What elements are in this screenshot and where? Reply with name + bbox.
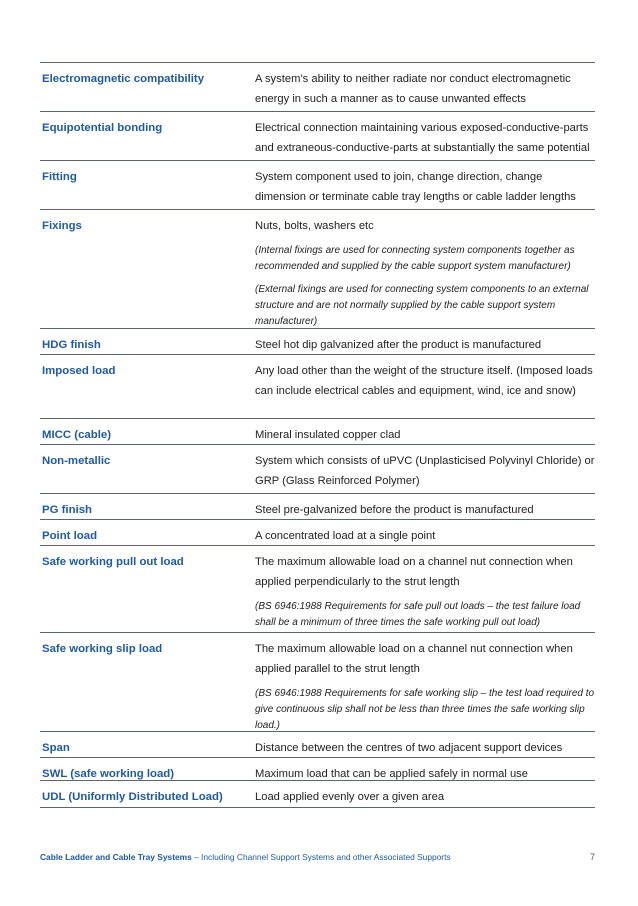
glossary-row (40, 161, 595, 209)
glossary-definition: Maximum load that can be applied safely in normal use (255, 768, 528, 780)
glossary-definition-cell (255, 451, 595, 491)
glossary-row (40, 633, 595, 731)
glossary-term: HDG finish (42, 339, 101, 351)
glossary-row (40, 494, 595, 519)
glossary-row (40, 758, 595, 780)
glossary-term: Fitting (42, 171, 77, 183)
glossary-term: PG finish (42, 504, 92, 516)
glossary-definition: System component used to join, change direction, change dimension or terminate cable tray lengths or cable ladder lengths (255, 171, 576, 203)
glossary-term: Non-metallic (42, 455, 111, 467)
glossary-definition: A system’s ability to neither radiate nor conduct electromagnetic energy in such a manner as to cause unwanted effects (255, 73, 571, 105)
glossary-term: Safe working slip load (42, 643, 163, 655)
glossary-definition-cell (255, 425, 595, 445)
glossary-definition: System which consists of uPVC (Unplasticised Polyvinyl Chloride) or GRP (Glass Reinforced Polymer) (255, 455, 595, 487)
glossary-definition-cell (255, 69, 595, 109)
glossary-definition: A concentrated load at a single point (255, 530, 436, 542)
glossary-row (40, 329, 595, 354)
glossary-row (40, 732, 595, 757)
page-footer (40, 852, 595, 862)
glossary-definition-cell (255, 167, 595, 207)
glossary-row (40, 63, 595, 111)
glossary-term: Equipotential bonding (42, 122, 163, 134)
glossary-note: (BS 6946:1988 Requirements for safe working slip – the test load required to give continuous slip shall not be less than three times the safe working slip load.) (255, 688, 595, 731)
glossary-definition: Nuts, bolts, washers etc (255, 220, 374, 232)
glossary-definition-cell (255, 118, 595, 158)
glossary-definition-cell (255, 787, 595, 807)
glossary-row (40, 445, 595, 493)
glossary-definition: Distance between the centres of two adjacent support devices (255, 742, 563, 754)
glossary-term: Span (42, 742, 70, 754)
glossary-term: Electromagnetic compatibility (42, 73, 205, 85)
glossary-term: Fixings (42, 220, 82, 232)
glossary-definition-cell (255, 216, 595, 330)
glossary-definition-cell (255, 552, 595, 631)
glossary-term: Point load (42, 530, 98, 542)
glossary-term: MICC (cable) (42, 429, 111, 441)
glossary-definition: Mineral insulated copper clad (255, 429, 401, 441)
glossary-row (40, 546, 595, 632)
glossary-row (40, 419, 595, 444)
glossary-row (40, 112, 595, 160)
glossary-definition: Steel hot dip galvanized after the product is manufactured (255, 339, 542, 351)
glossary-table (40, 62, 595, 808)
glossary-definition: The maximum allowable load on a channel nut connection when applied perpendicularly to the strut length (255, 556, 573, 588)
glossary-definition-cell (255, 500, 595, 520)
glossary-definition: Any load other than the weight of the structure itself. (Imposed loads can include electrical cables and equipment, wind, ice and snow) (255, 365, 593, 397)
glossary-note: (BS 6946:1988 Requirements for safe pull out loads – the test failure load shall be a minimum of three times the safe working pull out load) (255, 601, 581, 628)
glossary-definition-cell (255, 738, 595, 758)
footer-title: Cable Ladder and Cable Tray Systems (40, 852, 192, 862)
page-number: 7 (589, 852, 595, 862)
glossary-definition: Steel pre-galvanized before the product is manufactured (255, 504, 534, 516)
glossary-definition-cell (255, 639, 595, 734)
row-divider (40, 807, 595, 808)
glossary-term: SWL (safe working load) (42, 768, 175, 780)
glossary-definition: The maximum allowable load on a channel nut connection when applied parallel to the strut length (255, 643, 573, 675)
glossary-row (40, 520, 595, 545)
glossary-term: Imposed load (42, 365, 116, 377)
glossary-definition-cell (255, 526, 595, 546)
footer-subtitle: – Including Channel Support Systems and other Associated Supports (191, 852, 451, 862)
glossary-row (40, 781, 595, 807)
glossary-term: UDL (Uniformly Distributed Load) (42, 791, 223, 803)
glossary-row (40, 210, 595, 328)
glossary-note: (Internal fixings are used for connecting system components together as recommended and supplied by the cable support system manufacturer) (255, 245, 575, 272)
glossary-definition: Load applied evenly over a given area (255, 791, 445, 803)
glossary-note: (External fixings are used for connecting system components to an external structure and are not normally supplied by the cable support system manufacturer) (255, 284, 589, 327)
glossary-definition: Electrical connection maintaining various exposed-conductive-parts and extraneous-conductive-parts at substantially the same potential (255, 122, 590, 154)
glossary-definition-cell (255, 361, 595, 401)
glossary-row (40, 355, 595, 418)
glossary-term: Safe working pull out load (42, 556, 184, 568)
glossary-definition-cell (255, 335, 595, 355)
